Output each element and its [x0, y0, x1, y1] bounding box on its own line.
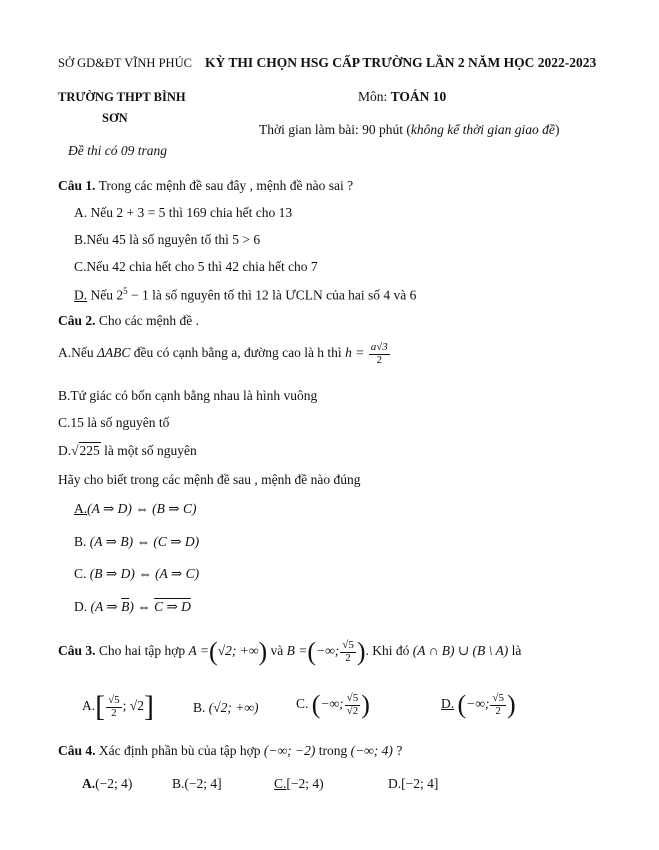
- set-math: (A ∩ B) ∪ (B \ A): [412, 643, 509, 659]
- q4-option-c: [274, 776, 324, 792]
- fraction-denominator: 2: [111, 706, 117, 719]
- time-close: ): [554, 122, 560, 137]
- question-label: Câu 3.: [58, 643, 96, 659]
- option-letter: B.: [172, 776, 185, 791]
- q2-statement-c: C.15 là số nguyên tố: [58, 415, 170, 430]
- fraction-numerator: √5: [108, 693, 120, 706]
- q3-option-c: [296, 690, 370, 720]
- school-name-line1: TRƯỜNG THPT BÌNH: [58, 90, 186, 104]
- q3-option-a: [82, 690, 154, 724]
- option-math: (A ⇒ D) ⇔ (B ⇒ C): [87, 501, 197, 516]
- option-text: thì 169 chia hết cho 13: [168, 205, 293, 220]
- q3-option-b: [193, 700, 259, 716]
- paren: (: [209, 637, 218, 666]
- q2-statement-d: [58, 443, 197, 459]
- option-letter: A.: [82, 698, 96, 714]
- q2-statement-b: B.Tứ giác có bốn cạnh bằng nhau là hình vuông: [58, 388, 318, 403]
- paren: ): [258, 637, 268, 666]
- option-math: 2 + 3 = 5: [116, 205, 166, 220]
- option-math-negation: C ⇒ D: [154, 599, 191, 614]
- q4-option-d: [388, 776, 438, 792]
- question-text: Xác định phần bù của tập hợp: [98, 743, 261, 758]
- subject-label: Môn:: [358, 89, 388, 104]
- statement-text: D.: [58, 443, 72, 458]
- subject-line: [358, 89, 446, 105]
- q1-option-a: [74, 205, 292, 221]
- fraction: [369, 342, 390, 366]
- option-math: ) ⇔: [129, 599, 155, 614]
- time-note: không kể thời gian giao đề: [410, 122, 555, 137]
- fraction-numerator: a√3: [370, 341, 388, 353]
- fraction: [345, 693, 361, 717]
- set-math: (−∞; 4): [350, 743, 393, 758]
- question-text: Cho hai tập hợp: [98, 643, 186, 659]
- option-letter: D.: [388, 776, 402, 791]
- school-name-line2: SƠN: [102, 111, 128, 125]
- option-math: ; √2: [122, 698, 144, 714]
- fraction-denominator: 2: [345, 651, 351, 664]
- q2-option-d: [74, 599, 191, 615]
- statement-math: ΔABC: [97, 345, 131, 361]
- sqrt-sign: √: [71, 443, 79, 458]
- paren: ): [506, 690, 516, 719]
- option-letter: D.: [74, 599, 88, 614]
- statement-text: đều có cạnh bằng a, đường cao là h thì: [133, 345, 342, 361]
- option-math: (A ⇒: [90, 599, 122, 614]
- bracket: [: [95, 690, 106, 723]
- question-label: Câu 1.: [58, 178, 96, 193]
- set-math: A =: [188, 643, 210, 659]
- question-4: [58, 743, 402, 759]
- set-math: √2; +∞: [217, 643, 259, 659]
- fraction-denominator: 2: [376, 353, 382, 366]
- q4-option-b: [172, 776, 222, 792]
- q2-statement-a: [58, 342, 391, 366]
- option-exponent: 5: [123, 286, 128, 296]
- option-math: (A ⇒ B) ⇔ (C ⇒ D): [89, 534, 200, 549]
- question-text: . Khi đó: [365, 643, 410, 659]
- option-letter: B.: [193, 700, 206, 715]
- q2-option-a: [74, 501, 196, 517]
- q1-option-b: [74, 232, 260, 248]
- option-math: 2: [116, 287, 124, 303]
- set-math: −∞;: [316, 643, 340, 659]
- set-math: B =: [286, 643, 308, 659]
- option-text: Nếu: [90, 287, 113, 303]
- exam-title: KỲ THI CHỌN HSG CẤP TRƯỜNG LẦN 2 NĂM HỌC 2022-2023: [205, 55, 597, 70]
- question-text: và: [270, 643, 284, 659]
- fraction: [490, 693, 506, 717]
- option-letter: A.: [82, 776, 96, 791]
- question-text: là: [511, 643, 522, 659]
- option-math: (B ⇒ D) ⇔ (A ⇒ C): [89, 566, 200, 581]
- option-math: (−2; 4): [95, 776, 133, 791]
- statement-text: là một số nguyên: [104, 443, 197, 458]
- fraction-denominator: √2: [346, 704, 359, 717]
- paren: ): [356, 637, 366, 666]
- option-letter: D.: [74, 287, 88, 303]
- paren: (: [457, 690, 467, 719]
- option-math: [−2; 4): [286, 776, 324, 791]
- question-text: Trong các mệnh đề sau đây , mệnh đề nào sai ?: [98, 178, 354, 193]
- fraction-numerator: √5: [346, 691, 359, 704]
- option-text: A. Nếu: [74, 205, 113, 220]
- option-math: −∞;: [320, 696, 344, 712]
- fraction-denominator: 2: [495, 704, 501, 717]
- question-text: trong: [318, 743, 348, 758]
- option-letter: C.: [74, 566, 87, 581]
- option-letter: C.: [274, 776, 287, 791]
- time-line: [259, 122, 559, 138]
- question-text: Cho các mệnh đề .: [98, 313, 199, 328]
- option-letter: D.: [441, 696, 455, 712]
- paren: ): [361, 690, 370, 719]
- question-3: [58, 637, 521, 667]
- fraction-numerator: √5: [342, 638, 354, 651]
- fraction: [340, 640, 356, 664]
- option-math-negation: $\overline{B}$: [121, 599, 130, 614]
- option-letter: A.: [74, 501, 88, 516]
- statement-math: h =: [345, 345, 365, 361]
- option-text: − 1 là số nguyên tố thì 12 là ƯCLN của hai số 4 và 6: [131, 287, 417, 303]
- q2-prompt: Hãy cho biết trong các mệnh đề sau , mệnh đề nào đúng: [58, 472, 361, 487]
- paren: (: [307, 637, 317, 666]
- question-2: [58, 313, 199, 329]
- subject-name: TOÁN 10: [390, 89, 447, 104]
- q2-option-c: [74, 566, 199, 582]
- q1-option-d: [74, 286, 416, 304]
- q1-option-c: C.Nếu 42 chia hết cho 5 thì 42 chia hết cho 7: [74, 259, 318, 274]
- option-math: [−2; 4]: [401, 776, 439, 791]
- option-text: B.Nếu 45 là số nguyên tố thì: [74, 232, 229, 247]
- q2-option-b: [74, 534, 199, 550]
- statement-text: A.Nếu: [58, 345, 94, 361]
- question-1: [58, 178, 353, 194]
- fraction-numerator: √5: [492, 691, 504, 704]
- question-label: Câu 2.: [58, 313, 96, 328]
- option-letter: C.: [296, 696, 309, 712]
- q4-option-a: [82, 776, 132, 792]
- paren: (: [311, 690, 321, 719]
- option-math: 5 > 6: [232, 232, 261, 247]
- set-math: (−∞; −2): [263, 743, 316, 758]
- option-math: −∞;: [466, 696, 490, 712]
- department-name: SỞ GD&ĐT VĨNH PHÚC: [58, 56, 192, 70]
- pages-note: Đề thi có 09 trang: [68, 143, 167, 158]
- option-math: (−2; 4]: [184, 776, 222, 791]
- question-text: ?: [396, 743, 403, 758]
- option-math: (√2; +∞): [208, 700, 259, 715]
- time-text: Thời gian làm bài: 90 phút (: [259, 122, 411, 137]
- q3-option-d: [441, 690, 516, 720]
- question-label: Câu 4.: [58, 743, 96, 758]
- bracket: ]: [143, 690, 154, 723]
- fraction: [106, 695, 122, 719]
- option-letter: B.: [74, 534, 87, 549]
- sqrt-radicand: 225: [79, 443, 100, 458]
